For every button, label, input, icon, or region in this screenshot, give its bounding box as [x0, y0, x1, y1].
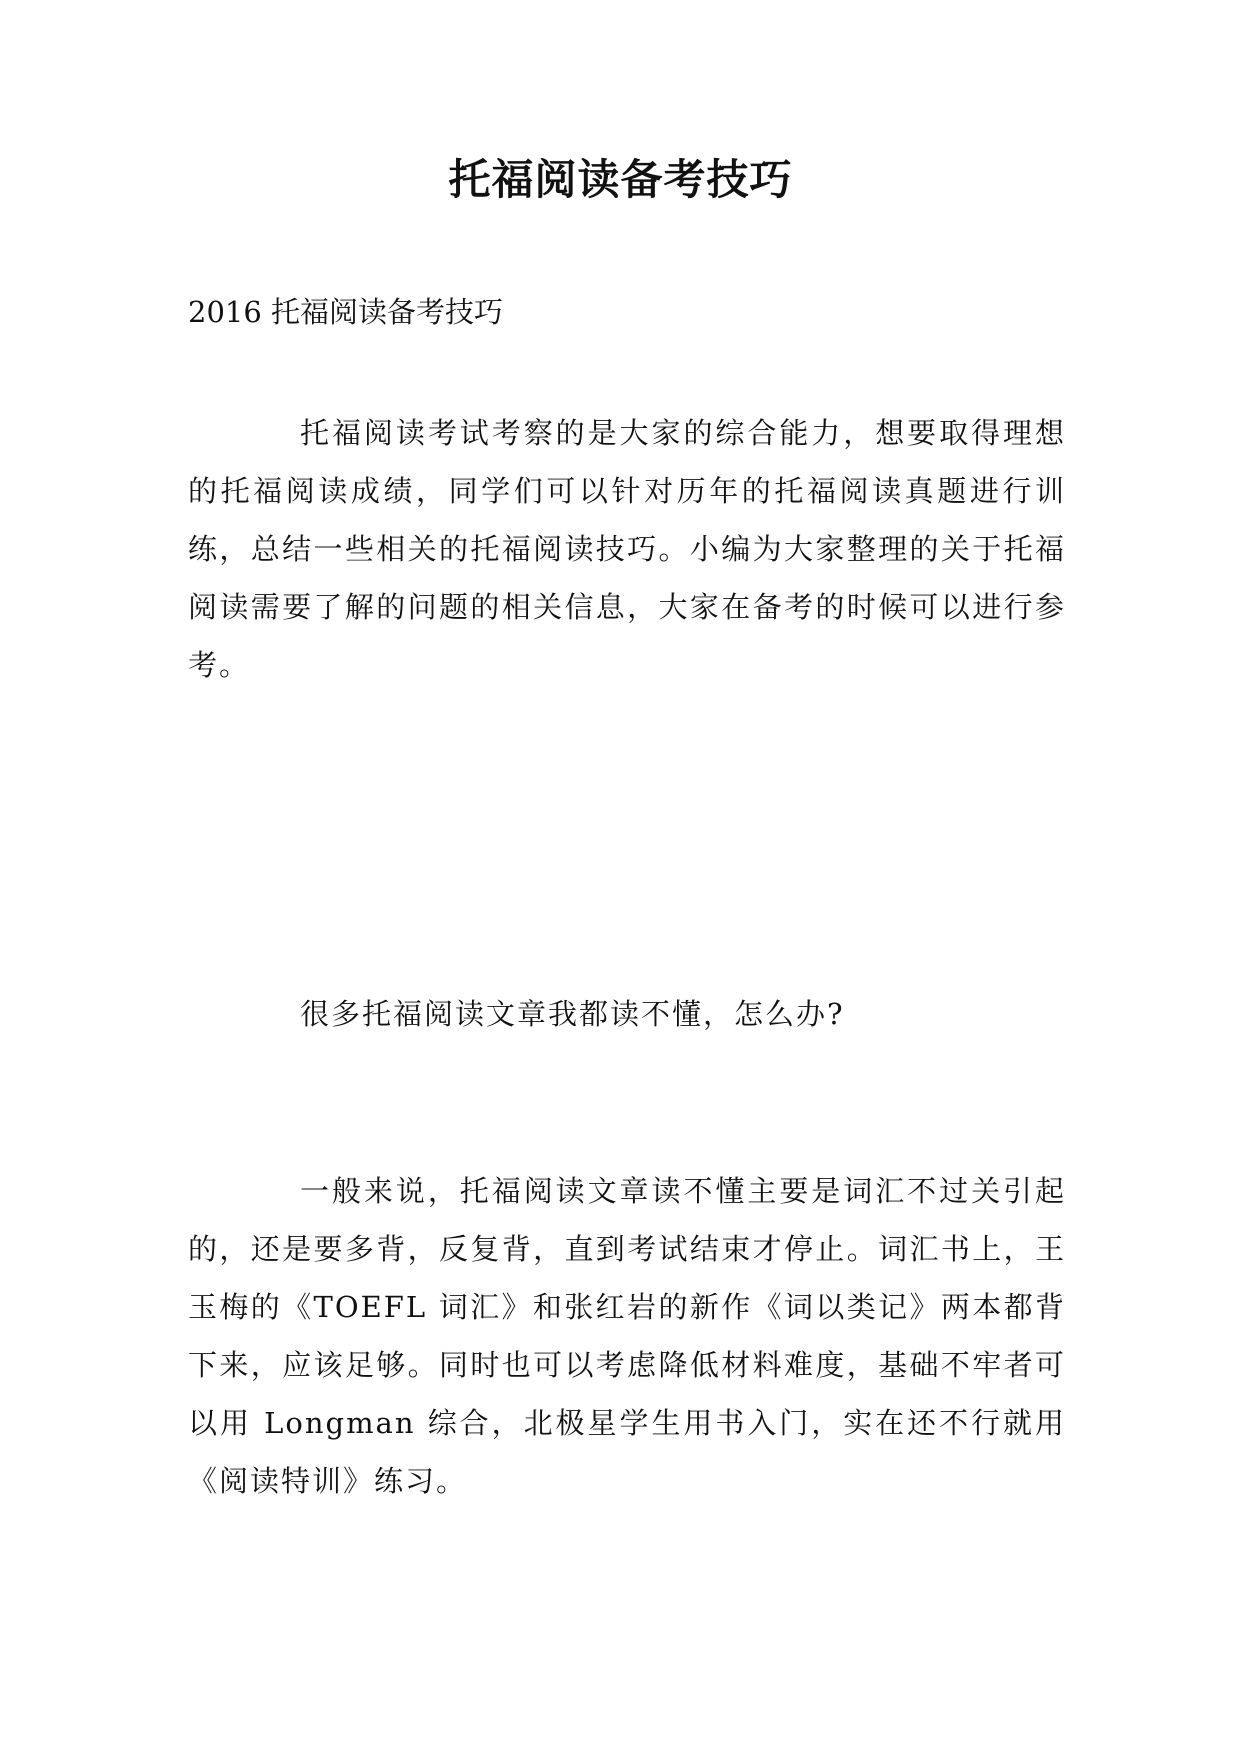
- question-heading: 很多托福阅读文章我都读不懂，怎么办?: [300, 997, 845, 1031]
- document-subtitle: 2016 托福阅读备考技巧: [188, 295, 504, 329]
- intro-paragraph: 托福阅读考试考察的是大家的综合能力，想要取得理想的托福阅读成绩，同学们可以针对历年的托福阅读真题进行训练，总结一些相关的托福阅读技巧。小编为大家整理的关于托福阅读需要了解的问题的相关信息，大家在备考的时候可以进行参考。: [188, 416, 1066, 682]
- answer-paragraph: 一般来说，托福阅读文章读不懂主要是词汇不过关引起的，还是要多背，反复背，直到考试结束才停止。词汇书上，王玉梅的《TOEFL 词汇》和张红岩的新作《词以类记》两本都背下来，应该足够。同时也可以考虑降低材料难度，基础不牢者可以用 Longman 综合，北极星学生用书入门，实在还不行就用《阅读特训》练习。: [188, 1174, 1066, 1498]
- document-title: 托福阅读备考技巧: [448, 155, 793, 204]
